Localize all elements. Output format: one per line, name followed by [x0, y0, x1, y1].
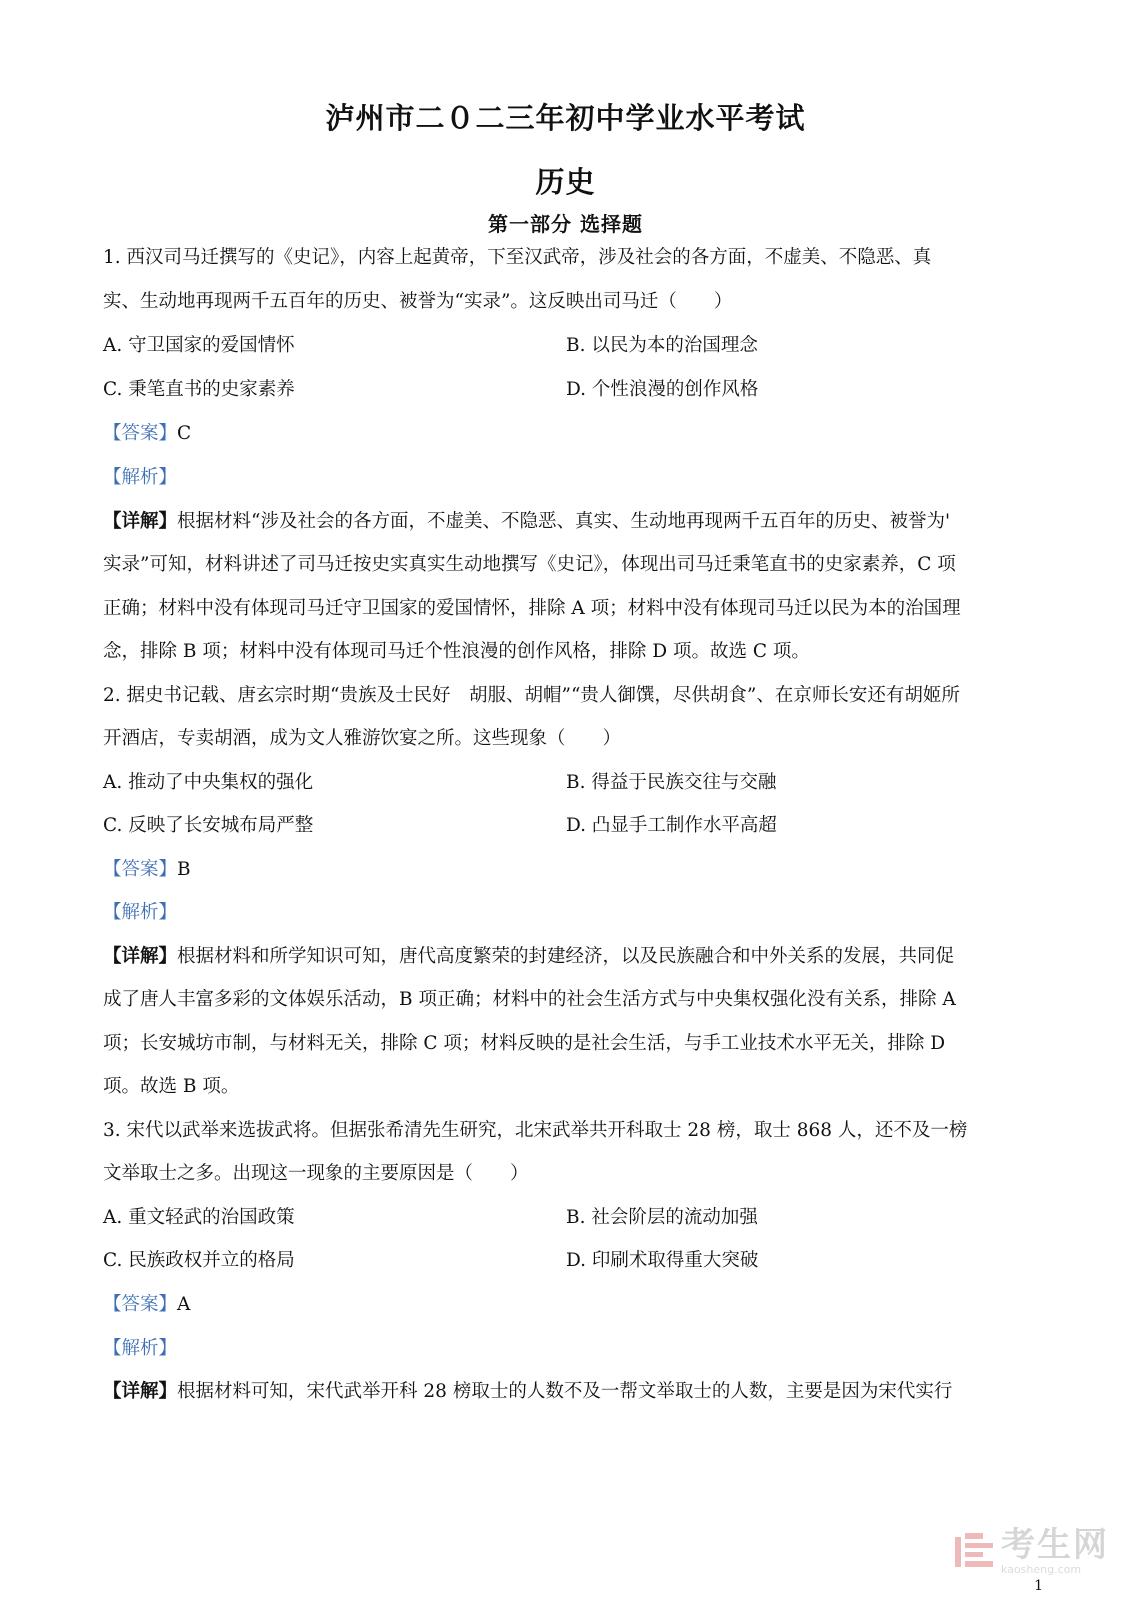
- q3-analysis: [103, 1337, 1033, 1361]
- exam-title: 泸州市二０二三年初中学业水平考试: [325, 101, 806, 135]
- watermark-url: kaosheng.com: [1001, 1563, 1082, 1576]
- q3-option-d: D. 印刷术取得重大突破: [566, 1250, 759, 1271]
- q3-option-a: A. 重文轻武的治国政策: [103, 1207, 295, 1228]
- q1-option-d: D. 个性浪漫的创作风格: [566, 379, 759, 400]
- analysis-label: 【解析】: [103, 467, 178, 488]
- watermark-text: [1001, 1527, 1109, 1576]
- q1-answer: [103, 422, 1033, 446]
- watermark-brand: 考生网: [1001, 1525, 1109, 1565]
- q2-stem-line-2: 开酒店，专卖胡酒，成为文人雅游饮宴之所。这些现象（ ）: [103, 728, 622, 749]
- q2-detail-line-4: 项。故选 B 项。: [103, 1076, 240, 1097]
- q1-detail-line-1: [103, 510, 1033, 534]
- q3-option-b: B. 社会阶层的流动加强: [566, 1207, 758, 1228]
- q1-detail-line-2: 实录”可知，材料讲述了司马迁按史实真实生动地撰写《史记》，体现出司马迁秉笔直书的史家素养，C 项: [103, 554, 956, 575]
- q2-answer: [103, 858, 1033, 882]
- q2-option-a: A. 推动了中央集权的强化: [103, 772, 314, 793]
- detail-text: 根据材料和所学知识可知，唐代高度繁荣的封建经济，以及民族融合和中外关系的发展，共同促: [177, 946, 955, 967]
- analysis-label: 【解析】: [103, 902, 178, 923]
- subject-title: 历史: [535, 165, 596, 199]
- q3-detail-line-1: [103, 1380, 1033, 1404]
- q1-stem-line-1: 1. 西汉司马迁撰写的《史记》，内容上起黄帝，下至汉武帝，涉及社会的各方面，不虚美、不隐恶、真: [103, 247, 932, 268]
- q2-detail-line-2: 成了唐人丰富多彩的文体娱乐活动，B 项正确；材料中的社会生活方式与中央集权强化没有关系，排除 A: [103, 989, 956, 1010]
- q3-answer: [103, 1293, 1033, 1317]
- answer-value: C: [177, 423, 192, 444]
- q1-stem-line-2: 实、生动地再现两千五百年的历史、被誉为“实录”。这反映出司马迁（ ）: [103, 291, 733, 312]
- q1-detail-line-4: 念，排除 B 项；材料中没有体现司马迁个性浪漫的创作风格，排除 D 项。故选 C 项。: [103, 641, 810, 662]
- q1-analysis: [103, 466, 1033, 490]
- page-number: 1: [1034, 1578, 1043, 1594]
- answer-label: 【答案】: [103, 859, 178, 880]
- answer-label: 【答案】: [103, 1294, 178, 1315]
- q1-detail-line-3: 正确；材料中没有体现司马迁守卫国家的爱国情怀，排除 A 项；材料中没有体现司马迁以民为本的治国理: [103, 598, 961, 619]
- q1-option-c: C. 秉笔直书的史家素养: [103, 379, 295, 400]
- detail-text: 根据材料可知，宋代武举开科 28 榜取士的人数不及一帮文举取士的人数，主要是因为宋代实行: [177, 1381, 953, 1402]
- q3-stem-line-2: 文举取士之多。出现这一现象的主要原因是（ ）: [103, 1163, 529, 1184]
- watermark: [955, 1527, 1109, 1576]
- detail-label: 【详解】: [103, 511, 178, 532]
- q3-option-c: C. 民族政权并立的格局: [103, 1250, 295, 1271]
- analysis-label: 【解析】: [103, 1338, 178, 1359]
- q1-option-b: B. 以民为本的治国理念: [566, 335, 758, 356]
- answer-label: 【答案】: [103, 423, 178, 444]
- q2-stem-line-1: 2. 据史书记载、唐玄宗时期“贵族及士民好 胡服、胡帽”“贵人御馔，尽供胡食”、在京师长安还有胡姬所: [103, 685, 960, 706]
- q2-detail-line-3: 项；长安城坊市制，与材料无关，排除 C 项；材料反映的是社会生活，与手工业技术水平无关，排除 D: [103, 1033, 946, 1054]
- q2-option-d: D. 凸显手工制作水平高超: [566, 815, 777, 836]
- q1-option-a: A. 守卫国家的爱国情怀: [103, 335, 295, 356]
- part-title: 第一部分 选择题: [488, 212, 643, 236]
- q2-analysis: [103, 901, 1033, 925]
- kaosheng-logo-icon: [955, 1533, 993, 1571]
- answer-value: A: [177, 1294, 191, 1315]
- detail-text: 根据材料“涉及社会的各方面，不虚美、不隐恶、真实、生动地再现两千五百年的历史、被誉为': [177, 511, 951, 532]
- q3-stem-line-1: 3. 宋代以武举来选拔武将。但据张希清先生研究，北宋武举共开科取士 28 榜，取士 868 人，还不及一榜: [103, 1120, 968, 1141]
- q2-detail-line-1: [103, 945, 1033, 969]
- q2-option-b: B. 得益于民族交往与交融: [566, 772, 777, 793]
- detail-label: 【详解】: [103, 946, 178, 967]
- q2-option-c: C. 反映了长安城布局严整: [103, 815, 314, 836]
- detail-label: 【详解】: [103, 1381, 178, 1402]
- answer-value: B: [177, 859, 191, 880]
